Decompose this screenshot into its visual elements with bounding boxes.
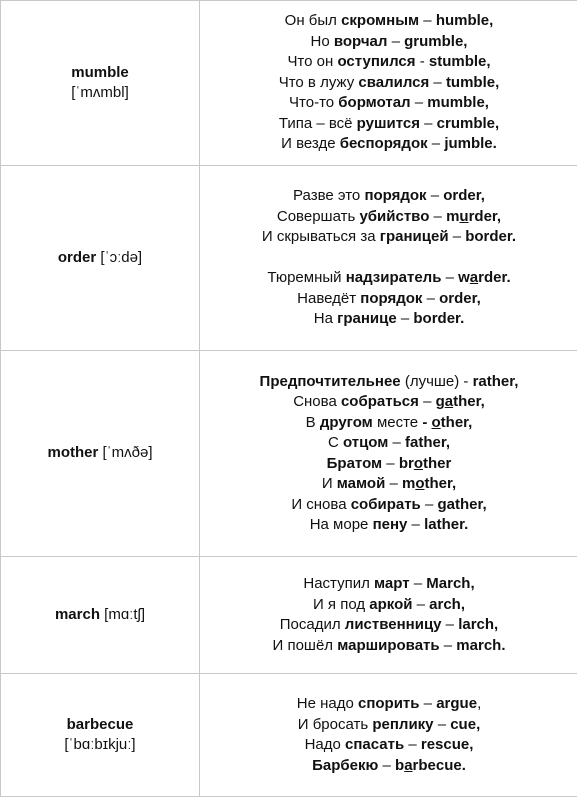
bold-segment: март xyxy=(374,575,410,592)
bold-segment: march. xyxy=(456,636,506,654)
text-segment: – xyxy=(441,616,459,633)
bold-segment: u xyxy=(459,207,469,225)
text-segment: Тюремный xyxy=(267,269,346,287)
text-segment: – xyxy=(419,12,436,30)
text-segment: – xyxy=(387,32,405,50)
verse-line xyxy=(200,11,577,32)
verse-line xyxy=(200,32,577,53)
text-segment: – xyxy=(420,495,438,513)
text-segment: Совершать xyxy=(276,207,360,225)
bold-segment: rder. xyxy=(478,269,511,287)
text-segment: Снова xyxy=(293,393,341,410)
text-segment: Но xyxy=(310,32,334,50)
bold-segment: rder, xyxy=(468,207,502,225)
bold-segment: order, xyxy=(443,187,485,205)
transcription: [ˈbɑːbɪkjuː] xyxy=(64,736,136,753)
verse-line xyxy=(200,413,577,434)
headword: barbecue xyxy=(66,715,134,733)
text-segment: - xyxy=(415,53,429,71)
verse-cell xyxy=(200,1,577,166)
verse-line xyxy=(200,756,577,777)
stanza-gap xyxy=(200,248,577,269)
text-segment: месте xyxy=(372,413,423,431)
table-row xyxy=(1,1,577,166)
headword: mumble xyxy=(71,63,129,81)
verse-line xyxy=(200,595,577,616)
verse-cell xyxy=(200,351,577,557)
verse-line xyxy=(200,715,577,736)
text-segment: И пошёл xyxy=(272,636,338,654)
text-segment: И xyxy=(321,475,337,492)
bold-segment: m xyxy=(401,475,416,492)
bold-segment: g xyxy=(435,393,445,410)
bold-segment: убийство xyxy=(359,207,430,225)
verse-line xyxy=(200,515,577,536)
bold-segment: ther, xyxy=(440,413,473,431)
bold-segment: border. xyxy=(413,310,465,328)
bold-segment: father, xyxy=(405,434,451,451)
text-segment: (лучше) - xyxy=(400,372,473,390)
bold-segment: order, xyxy=(439,289,481,307)
text-segment: – xyxy=(382,454,399,472)
bold-segment: rather, xyxy=(472,372,519,390)
bold-segment: реплику xyxy=(372,715,434,733)
verse-cell xyxy=(200,166,577,351)
verse-line xyxy=(200,474,577,495)
text-segment: Он был xyxy=(284,12,342,30)
text-segment: Что он xyxy=(287,53,338,71)
word-cell xyxy=(1,351,200,557)
bold-segment: бормотал xyxy=(338,94,411,112)
bold-segment: другом xyxy=(319,413,373,431)
verse-line xyxy=(200,207,577,228)
verse-line xyxy=(200,454,577,475)
text-segment: , xyxy=(477,695,482,712)
bold-segment: o xyxy=(431,413,441,431)
table-row xyxy=(1,351,577,557)
bold-segment: grumble, xyxy=(404,32,468,50)
text-segment: С xyxy=(327,434,343,451)
headword: march xyxy=(54,605,100,623)
bold-segment: отцом xyxy=(342,434,389,451)
verse-line xyxy=(200,93,577,114)
verse-line xyxy=(200,268,577,289)
bold-segment: рушится xyxy=(356,114,420,132)
bold-segment: мамой xyxy=(336,475,386,492)
bold-segment: собраться xyxy=(340,393,419,410)
bold-segment: - xyxy=(422,413,432,431)
bold-segment: маршировать xyxy=(337,636,440,654)
word-cell xyxy=(1,674,200,797)
bold-segment: o xyxy=(413,454,423,472)
verse-line xyxy=(200,73,577,94)
text-segment: – xyxy=(422,289,440,307)
text-segment: – xyxy=(418,393,436,410)
text-segment: Что в лужу xyxy=(278,73,359,91)
verse-line xyxy=(200,636,577,657)
transcription: [ˈɔːdə] xyxy=(100,248,143,266)
table-row xyxy=(1,166,577,351)
bold-segment: аркой xyxy=(369,595,413,613)
bold-segment: border. xyxy=(465,228,517,246)
bold-segment: ворчал xyxy=(333,32,388,50)
bold-segment: скромным xyxy=(341,12,420,30)
transcription: [mɑːtʃ] xyxy=(104,605,146,623)
bold-segment: rbecue. xyxy=(412,756,466,774)
bold-segment: crumble, xyxy=(436,114,500,132)
bold-segment: jumble. xyxy=(444,135,497,153)
text-segment: На xyxy=(313,310,338,328)
bold-segment: лиственницу xyxy=(344,616,442,633)
text-segment: На море xyxy=(309,516,373,533)
text-segment: – xyxy=(410,94,428,112)
bold-segment: mumble, xyxy=(427,94,489,112)
verse-line xyxy=(200,114,577,135)
text-segment: Что-то xyxy=(289,94,339,112)
text-segment: – xyxy=(385,475,402,492)
text-segment: – xyxy=(433,715,451,733)
bold-segment: a xyxy=(404,756,413,774)
text-segment: И бросать xyxy=(297,715,373,733)
text-segment: Наведёт xyxy=(297,289,361,307)
bold-segment: надзиратель xyxy=(345,269,442,287)
bold-segment: humble, xyxy=(435,12,494,30)
text-segment: – xyxy=(441,269,459,287)
verse-line xyxy=(200,289,577,310)
bold-segment: rescue, xyxy=(420,736,474,753)
text-segment: – xyxy=(427,135,445,153)
text-segment: – xyxy=(378,756,396,774)
text-segment: Разве это xyxy=(293,187,365,205)
text-segment: Не надо xyxy=(296,695,358,712)
bold-segment: ther, xyxy=(453,393,485,410)
text-segment: – xyxy=(429,207,447,225)
text-segment: – xyxy=(409,575,427,592)
verse-cell xyxy=(200,674,577,797)
text-segment: – xyxy=(419,695,437,712)
text-segment: И я под xyxy=(312,595,370,613)
bold-segment: br xyxy=(398,454,414,472)
bold-segment: Барбекю xyxy=(312,756,379,774)
text-segment: – xyxy=(429,73,446,91)
verse-line xyxy=(200,615,577,636)
bold-segment: спорить xyxy=(357,695,420,712)
bold-segment: порядок xyxy=(364,187,427,205)
bold-segment: пену xyxy=(372,516,408,533)
verse-line xyxy=(200,574,577,595)
verse-line xyxy=(200,52,577,73)
bold-segment: свалился xyxy=(358,73,430,91)
text-segment: – xyxy=(412,595,430,613)
bold-segment: stumble, xyxy=(428,53,491,71)
text-segment: – xyxy=(388,434,406,451)
bold-segment: w xyxy=(458,269,470,287)
verse-line xyxy=(200,309,577,330)
verse-line xyxy=(200,372,577,393)
bold-segment: m xyxy=(446,207,460,225)
text-segment: И скрываться за xyxy=(261,228,380,246)
text-segment: Типа – всё xyxy=(278,114,357,132)
bold-segment: larch, xyxy=(458,616,499,633)
bold-segment: границей xyxy=(379,228,449,246)
text-segment: – xyxy=(448,228,466,246)
bold-segment: arch, xyxy=(429,595,466,613)
bold-segment: оступился xyxy=(337,53,416,71)
bold-segment: Братом xyxy=(326,454,383,472)
transcription: [ˈmʌmbl] xyxy=(71,84,129,101)
verse-line xyxy=(200,735,577,756)
table-row xyxy=(1,557,577,674)
bold-segment: a xyxy=(469,269,479,287)
text-segment: И везде xyxy=(281,135,340,153)
bold-segment: ther, xyxy=(424,475,457,492)
word-cell xyxy=(1,166,200,351)
bold-segment: Предпочтительнее xyxy=(259,372,401,390)
text-segment: Надо xyxy=(304,736,345,753)
bold-segment: b xyxy=(395,756,405,774)
bold-segment: собирать xyxy=(350,495,421,513)
bold-segment: порядок xyxy=(360,289,423,307)
bold-segment: argue xyxy=(436,695,478,712)
bold-segment: границе xyxy=(337,310,397,328)
bold-segment: беспорядок xyxy=(339,135,428,153)
bold-segment: March, xyxy=(426,575,475,592)
bold-segment: ther xyxy=(423,454,452,472)
bold-segment: o xyxy=(415,475,425,492)
verse-line xyxy=(200,186,577,207)
text-segment: И снова xyxy=(291,495,351,513)
word-cell xyxy=(1,1,200,166)
text-segment: – xyxy=(404,736,421,753)
text-segment: – xyxy=(439,636,457,654)
table-row xyxy=(1,674,577,797)
bold-segment: cue, xyxy=(450,715,481,733)
verse-cell xyxy=(200,557,577,674)
bold-segment: спасать xyxy=(345,736,405,753)
bold-segment: gather, xyxy=(437,495,487,513)
text-segment: В xyxy=(305,413,320,431)
bold-segment: tumble, xyxy=(445,73,500,91)
word-cell xyxy=(1,557,200,674)
text-segment: – xyxy=(419,114,437,132)
text-segment: – xyxy=(426,187,444,205)
text-segment: Посадил xyxy=(279,616,345,633)
headword: mother xyxy=(47,444,99,462)
text-segment: Наступил xyxy=(303,575,375,592)
headword: order xyxy=(57,248,97,266)
verse-line xyxy=(200,495,577,516)
transcription: [ˈmʌðə] xyxy=(102,444,153,462)
verse-line xyxy=(200,433,577,454)
bold-segment: lather. xyxy=(424,516,469,533)
text-segment: – xyxy=(396,310,414,328)
text-segment: – xyxy=(407,516,425,533)
verse-line xyxy=(200,392,577,413)
verse-line xyxy=(200,227,577,248)
bold-segment: a xyxy=(444,393,454,410)
verse-line xyxy=(200,694,577,715)
verse-line xyxy=(200,134,577,155)
